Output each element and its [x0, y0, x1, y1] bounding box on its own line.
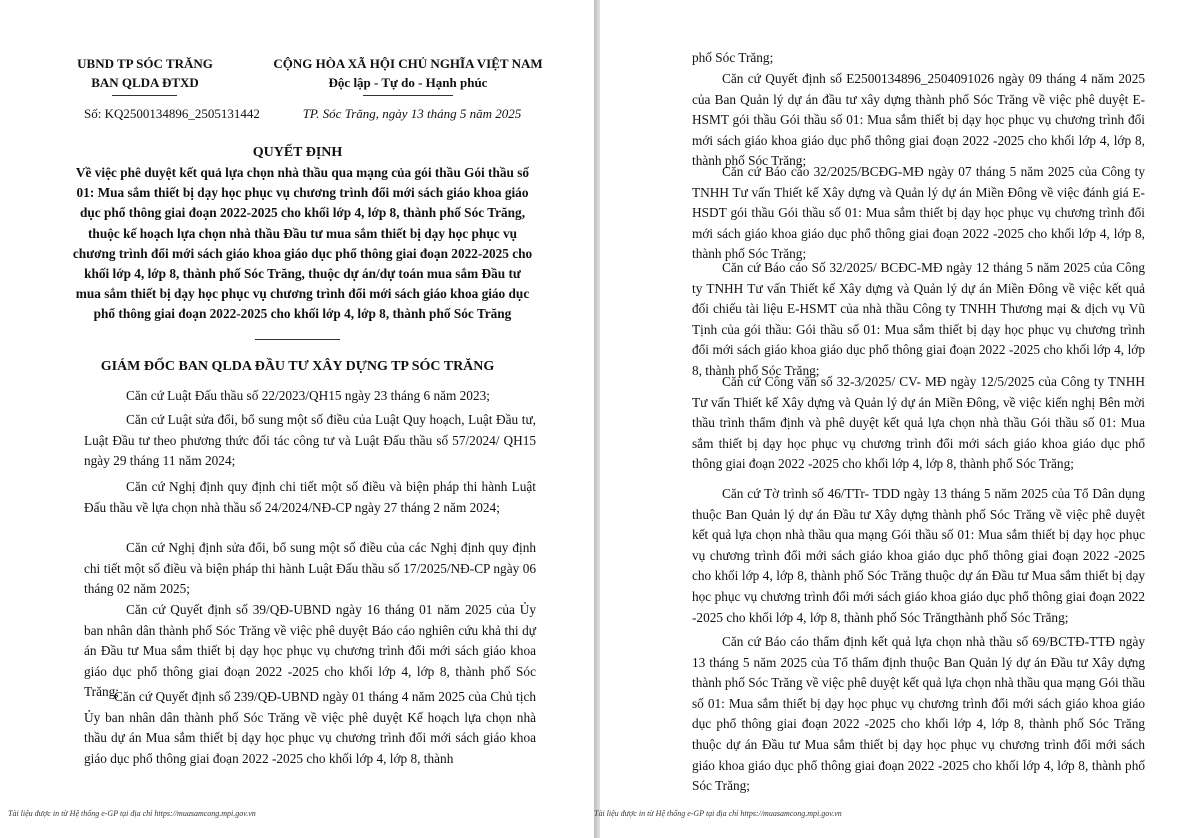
issuer-heading: GIÁM ĐỐC BAN QLDA ĐẦU TƯ XÂY DỰNG TP SÓC TRĂNG [100, 359, 495, 374]
paragraph: Căn cứ Báo cáo 32/2025/BCĐG-MĐ ngày 07 tháng 5 năm 2025 của Công ty TNHH Tư vấn Thiết kế Xây dựng và Quản lý dự án Miền Đông về việc đánh giá E-HSDT gói thầu Gói thầu số 01: Mua sắm thiết bị dạy học phục vụ chương trình đổi mới sách giáo khoa giáo dục phổ thông giai đoạn 2022 -2025 cho khối lớp 4, lớp 8, thành phố Sóc Trăng; [692, 164, 1145, 262]
document-page-left [0, 0, 594, 838]
paragraph: phố Sóc Trăng; [692, 50, 774, 65]
page-footer-note: Tài liệu được in từ Hệ thống e-GP tại địa chỉ https://muasamcong.mpi.gov.vn [8, 809, 256, 818]
paragraph: Căn cứ Báo cáo Số 32/2025/ BCĐC-MĐ ngày 12 tháng 5 năm 2025 của Công ty TNHH Tư vấn Thiết kế Xây dựng và Quản lý dự án Miền Đông về việc kết quả đối chiếu tài liệu E-HSMT của nhà thầu Công ty TNHH Thương mại & dịch vụ Vũ Tịnh của gói thầu: Gói thầu số 01: Mua sắm thiết bị dạy học phục vụ chương trình đổi mới sách giáo khoa giáo dục phổ thông giai đoạn 2022 -2025 cho khối lớp 4, lớp 8, thành phố Sóc Trăng; [692, 260, 1145, 378]
agency-line-1: UBND TP SÓC TRĂNG [77, 56, 213, 71]
place-and-date: TP. Sóc Trăng, ngày 13 tháng 5 năm 2025 [302, 106, 522, 121]
paragraph: Căn cứ Luật sửa đổi, bổ sung một số điều của Luật Quy hoạch, Luật Đầu tư, Luật Đầu tư theo phương thức đối tác công tư và Luật Đấu thầu số 57/2024/ QH15 ngày 29 tháng 11 năm 2024; [84, 412, 536, 469]
subject-underline [255, 339, 340, 340]
national-motto [258, 54, 558, 92]
document-title: QUYẾT ĐỊNH [252, 145, 343, 160]
paragraph: Căn cứ Quyết định số 239/QĐ-UBND ngày 01 tháng 4 năm 2025 của Chủ tịch Ủy ban nhân dân thành phố Sóc Trăng về việc phê duyệt Kế hoạch lựa chọn nhà thầu dự án Mua sắm thiết bị dạy học phục vụ chương trình đổi mới sách giáo khoa giáo dục phổ thông giai đoạn 2022 -2025 cho khối lớp 4, lớp 8, thành [84, 689, 536, 766]
paragraph: Căn cứ Công văn số 32-3/2025/ CV- MĐ ngày 12/5/2025 của Công ty TNHH Tư vấn Thiết kế Xây dựng và Quản lý dự án Miền Đông, về việc kiến nghị Bên mời thầu trình thẩm định và phê duyệt kết quả lựa chọn nhà thầu Gói thầu số 01: Mua sắm thiết bị dạy học phục vụ chương trình đổi mới sách giáo khoa giáo dục phổ thông giai đoạn 2022 -2025 cho khối lớp 4, lớp 8, thành phố Sóc Trăng; [692, 374, 1145, 472]
paragraph: Căn cứ Nghị định quy định chi tiết một số điều và biện pháp thi hành Luật Đấu thầu về lựa chọn nhà thầu số 24/2024/NĐ-CP ngày 27 tháng 2 năm 2024; [84, 479, 536, 515]
document-page-right [594, 0, 1200, 838]
document-subject: Về việc phê duyệt kết quả lựa chọn nhà thầu qua mạng của gói thầu Gói thầu số 01: Mua sắm thiết bị dạy học phục vụ chương trình đổi mới sách giáo khoa giáo dục phổ thông giai đoạn 2022-2025 cho khối lớp 4, lớp 8, thành phố Sóc Trăng, thuộc kế hoạch lựa chọn nhà thầu Đầu tư mua sắm thiết bị dạy học phục vụ chương trình đổi mới sách giáo khoa giáo dục phổ thông giai đoạn 2022-2025 cho khối lớp 4, lớp 8, thành phố Sóc Trăng, thuộc dự án/dự toán mua sắm Đầu tư mua sắm thiết bị dạy học phục vụ chương trình đổi mới sách giáo khoa giáo dục phổ thông giai đoạn 2022-2025 cho khối lớp 4, lớp 8, thành phố Sóc Trăng [72, 165, 533, 322]
paragraph: Căn cứ Luật Đấu thầu số 22/2023/QH15 ngày 23 tháng 6 năm 2023; [126, 388, 490, 403]
paragraph: Căn cứ Báo cáo thẩm định kết quả lựa chọn nhà thầu số 69/BCTĐ-TTĐ ngày 13 tháng 5 năm 2025 của Tổ thẩm định thuộc Ban Quản lý dự án Đầu tư Xây dựng thành phố Sóc Trăng về việc phê duyệt kết quả lựa chọn nhà thầu qua mạng Gói thầu số 01: Mua sắm thiết bị dạy học phục vụ chương trình đổi mới sách giáo khoa giáo dục phổ thông giai đoạn 2022 -2025 cho khối lớp 4, lớp 8, thành phố Sóc Trăng thuộc dự án Đầu tư Mua sắm thiết bị dạy học phục vụ chương trình đổi mới sách giáo khoa giáo dục phổ thông giai đoạn 2022 -2025 cho khối lớp 4, lớp 8, thành phố Sóc Trăng; [692, 634, 1145, 794]
page-footer-note: Tài liệu được in từ Hệ thống e-GP tại địa chỉ https://muasamcong.mpi.gov.vn [594, 809, 842, 818]
paragraph: Căn cứ Tờ trình số 46/TTr- TDD ngày 13 tháng 5 năm 2025 của Tổ Dân dụng thuộc Ban Quản lý dự án Đầu tư Xây dựng thành phố Sóc Trăng về việc phê duyệt kết quả lựa chọn nhà thầu qua mạng Gói thầu số 01: Mua sắm thiết bị dạy học phục vụ chương trình đổi mới sách giáo khoa giáo dục phổ thông giai đoạn 2022 -2025 cho khối lớp 4, lớp 8, thành phố Sóc Trăng thuộc dự án Đầu tư Mua sắm thiết bị dạy học phục vụ chương trình đổi mới sách giáo khoa giáo dục phổ thông giai đoạn 2022 -2025 cho khối lớp 4, lớp 8, thành phố Sóc Trăngthành phố Sóc Trăng; [692, 486, 1145, 625]
paragraph: Căn cứ Nghị định sửa đổi, bổ sung một số điều của các Nghị định quy định chi tiết một số điều và biện pháp thi hành Luật Đấu thầu số 17/2025/NĐ-CP ngày 06 tháng 02 năm 2025; [84, 540, 536, 597]
document-number: Số: KQ2500134896_2505131442 [84, 106, 260, 121]
issuing-agency [70, 54, 220, 92]
agency-line-2: BAN QLDA ĐTXD [91, 75, 199, 90]
paragraph: Căn cứ Quyết định số 39/QĐ-UBND ngày 16 tháng 01 năm 2025 của Ủy ban nhân dân thành phố Sóc Trăng về việc phê duyệt Báo cáo nghiên cứu khả thi dự án Đầu tư Mua sắm thiết bị dạy học phục vụ chương trình đổi mới sách giáo khoa giáo dục phổ thông giai đoạn 2022 -2025 cho khối lớp 4, lớp 8, thành phố Sóc Trăng; [84, 602, 536, 700]
nation-line-2: Độc lập - Tự do - Hạnh phúc [328, 75, 488, 90]
nation-line-1: CỘNG HÒA XÃ HỘI CHỦ NGHĨA VIỆT NAM [273, 56, 543, 71]
agency-underline [112, 95, 177, 96]
paragraph: Căn cứ Quyết định số E2500134896_2504091026 ngày 09 tháng 4 năm 2025 của Ban Quản lý dự án đầu tư xây dựng thành phố Sóc Trăng về việc phê duyệt E- HSMT gói thầu Gói thầu số 01: Mua sắm thiết bị dạy học phục vụ chương trình đổi mới sách giáo khoa giáo dục phổ thông giai đoạn 2022 -2025 cho khối lớp 4, lớp 8, thành phố Sóc Trăng; [692, 71, 1145, 169]
motto-underline [363, 95, 453, 96]
